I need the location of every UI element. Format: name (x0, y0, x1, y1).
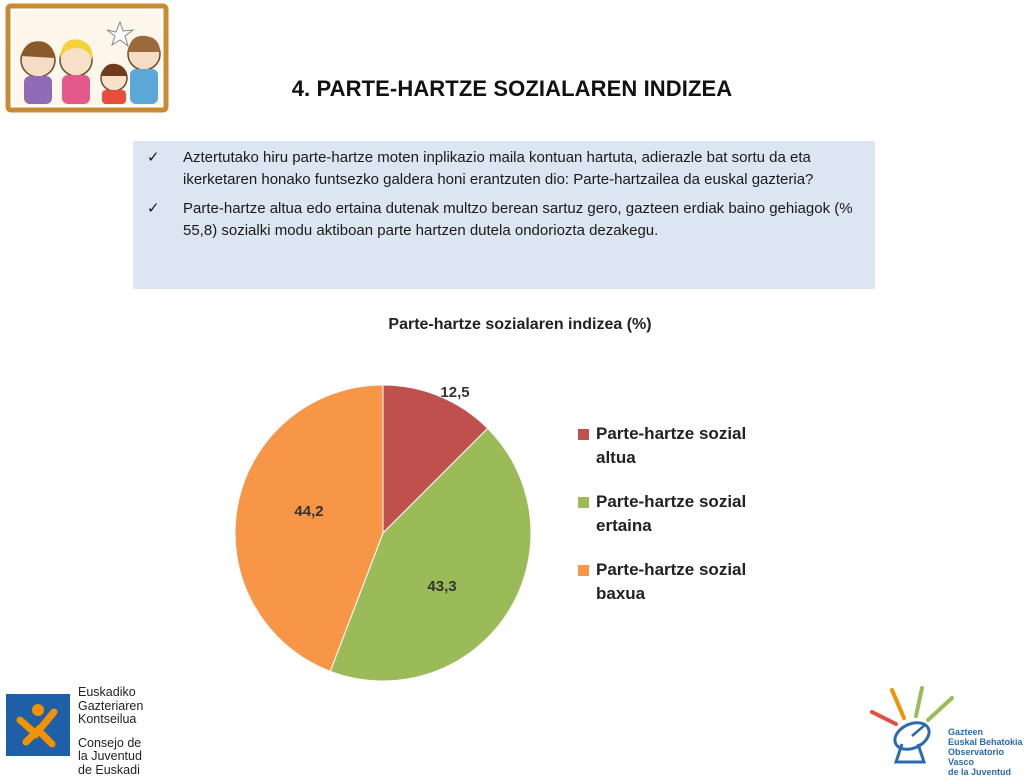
pie-data-label-1: 43,3 (427, 578, 457, 595)
legend-swatch-baxua (578, 565, 589, 576)
legend-item-ertaina (578, 490, 778, 538)
slide-title: 4. PARTE-HARTZE SOZIALAREN INDIZEA (291, 76, 733, 101)
bullet-text: Parte-hartze altua edo ertaina dutenak multzo berean sartuz gero, gazteen erdiak baino gehiagok (% 55,8) sozialki modu aktiboan parte hartzen dutela ondoriozta dezakegu. (183, 200, 853, 239)
legend-label: Parte-hartze sozial baxua (596, 560, 747, 603)
legend-swatch-altua (578, 429, 589, 440)
checkmark-icon: ✓ (147, 199, 160, 217)
chart-title: Parte-hartze sozialaren indizea (%) (388, 316, 652, 333)
bullet-text: Aztertutako hiru parte-hartze moten inplikazio maila kontuan hartuta, adierazle bat sortu da eta ikerketaren honako funtsezko galdera honi erantzuten dio: Parte-hartzailea da euskal gazteria? (183, 149, 814, 188)
checkmark-icon: ✓ (147, 148, 160, 166)
pie-data-label-0: 12,5 (440, 384, 470, 401)
legend-label: Parte-hartze sozial ertaina (596, 492, 747, 535)
legend-item-baxua (578, 558, 778, 606)
egk-logo-text: Euskadiko Gazteriaren Kontseilua Consejo de la Juventud de Euskadi (78, 685, 144, 777)
pie-data-label-2: 44,2 (294, 503, 324, 520)
legend-item-altua (578, 422, 778, 470)
chart-legend (578, 422, 778, 626)
observatory-logo-text: Gazteen Euskal Behatokia Observatorio Vasco de la Juventud (948, 727, 1023, 777)
satellite-dish-icon (866, 684, 956, 766)
legend-swatch-ertaina (578, 497, 589, 508)
legend-label: Parte-hartze sozial altua (596, 424, 747, 467)
